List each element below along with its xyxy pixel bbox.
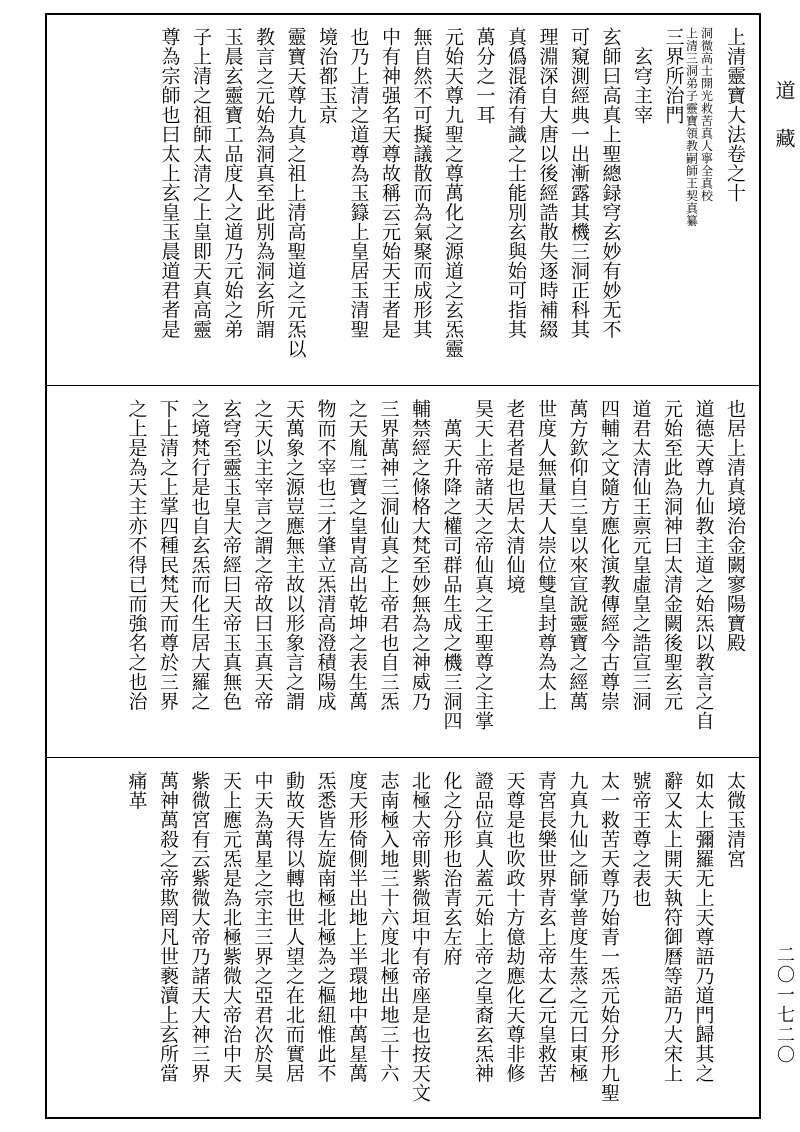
text-column: 尊為宗師也曰太上玄皇玉晨道君者是 <box>158 27 181 339</box>
text-column: 教言之元始為洞真至此別為洞玄所謂 <box>253 27 275 339</box>
text-column: 動故天得以轉也世人望之在北而實居 <box>283 771 305 1083</box>
text-column: 上清三洞弟子靈寶領教嗣師王契真纂 <box>684 27 699 227</box>
text-column: 中天為萬星之宗主三界之亞君次於昊 <box>251 771 274 1083</box>
text-column: 之天胤三寶之皇胄高出乾坤之表生萬 <box>346 399 368 711</box>
page-frame <box>45 13 761 1119</box>
text-column: 痛革 <box>125 771 148 810</box>
divider-bottom <box>47 757 759 758</box>
text-column: 上清靈寶大法卷之十 <box>724 27 746 203</box>
collection-label: 道藏 <box>772 80 796 176</box>
register-middle <box>47 387 759 755</box>
text-column: 元始至此為洞神曰太清金闕後聖玄元 <box>661 399 683 711</box>
text-column: 無自然不可擬議散而為氣聚而成形其 <box>410 27 433 339</box>
text-column: 物而不宰也三才肇立炁清高澄積陽成 <box>314 399 337 711</box>
text-column: 三界萬神三洞仙真之上帝君也自三炁 <box>377 399 400 711</box>
text-column: 萬方欽仰自三皇以來宣說靈寶之經萬 <box>566 399 589 711</box>
text-column: 玄師曰高真上聖總録穹玄妙有妙无不 <box>599 27 622 339</box>
text-column: 度天形倚側半出地上半環地中萬星萬 <box>346 771 368 1083</box>
text-column: 號帝王尊之表也 <box>629 771 652 908</box>
text-column: 萬分之一耳 <box>473 27 496 125</box>
text-column: 如太上彌羅无上天尊語乃道門歸其之 <box>692 771 715 1083</box>
text-column: 真僞混淆有識之士能別玄與始可指其 <box>505 27 527 339</box>
text-column: 志南極入地三十六度北極出地三十六 <box>377 771 400 1083</box>
text-column: 之天以主宰言之謂之帝故曰玉真天帝 <box>251 399 274 711</box>
text-column: 三界所治門 <box>662 27 685 125</box>
text-column: 也居上清真境治金闕寥陽寶殿 <box>724 399 746 653</box>
text-column: 道德天尊九仙教主道之始炁以教言之自 <box>692 399 715 731</box>
text-column: 證品位真人蓋元始上帝之皇裔玄炁神 <box>472 771 494 1083</box>
text-column: 天尊是也吹政十方億劫應化天尊非修 <box>503 771 526 1083</box>
text-column: 也乃上清之道尊為玉籙上皇居玉清聖 <box>347 27 370 339</box>
text-column: 老君者是也居太清仙境 <box>503 399 526 594</box>
text-column: 輔禁經之條格大梵至妙無為之神威乃 <box>409 399 431 711</box>
page-number: 二〇一七二〇 <box>774 945 795 1065</box>
text-column: 青宮長樂世界青玄上帝太乙元皇救苦 <box>535 771 557 1083</box>
text-column: 之境梵行是也自玄炁而化生居大羅之 <box>188 399 211 711</box>
text-column: 道君太清仙王禀元皇虛皇之誥宣三洞 <box>629 399 652 711</box>
text-column: 四輔之文隨方應化演教傳經今古尊崇 <box>598 399 620 711</box>
text-column: 北極大帝則紫微垣中有帝座是也按天文 <box>409 771 431 1103</box>
text-column: 可窺測經典一出漸露其機三洞正科其 <box>568 27 590 339</box>
text-column: 辭又太上開天執符御曆等語乃大宋上 <box>661 771 683 1083</box>
text-column: 萬天升降之權司群品生成之機三洞四 <box>440 399 463 731</box>
text-column: 玉晨玄靈寶工品度人之道乃元始之弟 <box>221 27 244 339</box>
register-top-text <box>150 15 747 383</box>
text-column: 玄穹主宰 <box>631 27 653 125</box>
text-column: 昊天上帝諸天之帝仙真之王聖尊之主掌 <box>472 399 494 731</box>
text-column: 下上清之上掌四種民梵天而尊於三界 <box>157 399 179 711</box>
text-column: 紫微宮有云紫微大帝乃諸天大神三界 <box>188 771 211 1083</box>
text-column: 子上清之祖師太清之上皇即天真高靈 <box>190 27 212 339</box>
text-column: 元始天尊九聖之尊萬化之源道之玄炁靈 <box>442 27 464 359</box>
text-column: 炁悉皆左旋南極北極為之樞紐惟此不 <box>314 771 337 1083</box>
text-column: 世度人無量天人崇位雙皇封尊為太上 <box>535 399 557 711</box>
text-column: 化之分形也治青玄左府 <box>440 771 463 966</box>
register-bottom <box>47 759 759 1117</box>
text-column: 境治都玉京 <box>316 27 338 125</box>
text-column: 洞微高士開光救苦真人寧全真校 <box>699 27 714 202</box>
text-column: 之上是為天主亦不得已而強名之也治 <box>125 399 148 711</box>
text-column: 中有神强名天尊故稱云元始天王者是 <box>379 27 401 339</box>
text-column: 九真九仙之師掌普度生蒸之元曰東極 <box>566 771 589 1083</box>
text-column: 天萬象之源豈應無主故以形象言之謂 <box>283 399 305 711</box>
divider-top <box>47 385 759 386</box>
register-bottom-text <box>117 759 747 1117</box>
text-column: 太微玉清宮 <box>724 771 746 869</box>
text-column: 太一救苦天尊乃始青一炁元始分形九聖 <box>598 771 620 1103</box>
text-column: 萬神萬殺之帝欺罔凡世褻瀆上玄所當 <box>157 771 179 1083</box>
text-column: 理淵深自大唐以後經誥散失逐時補綴 <box>536 27 559 339</box>
register-middle-text <box>117 387 747 755</box>
text-column: 天上應元炁是為北極紫微大帝治中天 <box>220 771 242 1083</box>
register-top <box>47 15 759 383</box>
text-column: 靈寶天尊九真之祖上清高聖道之元炁以 <box>284 27 307 359</box>
text-column: 玄穹至靈玉皇大帝經曰天帝玉真無色 <box>220 399 242 711</box>
